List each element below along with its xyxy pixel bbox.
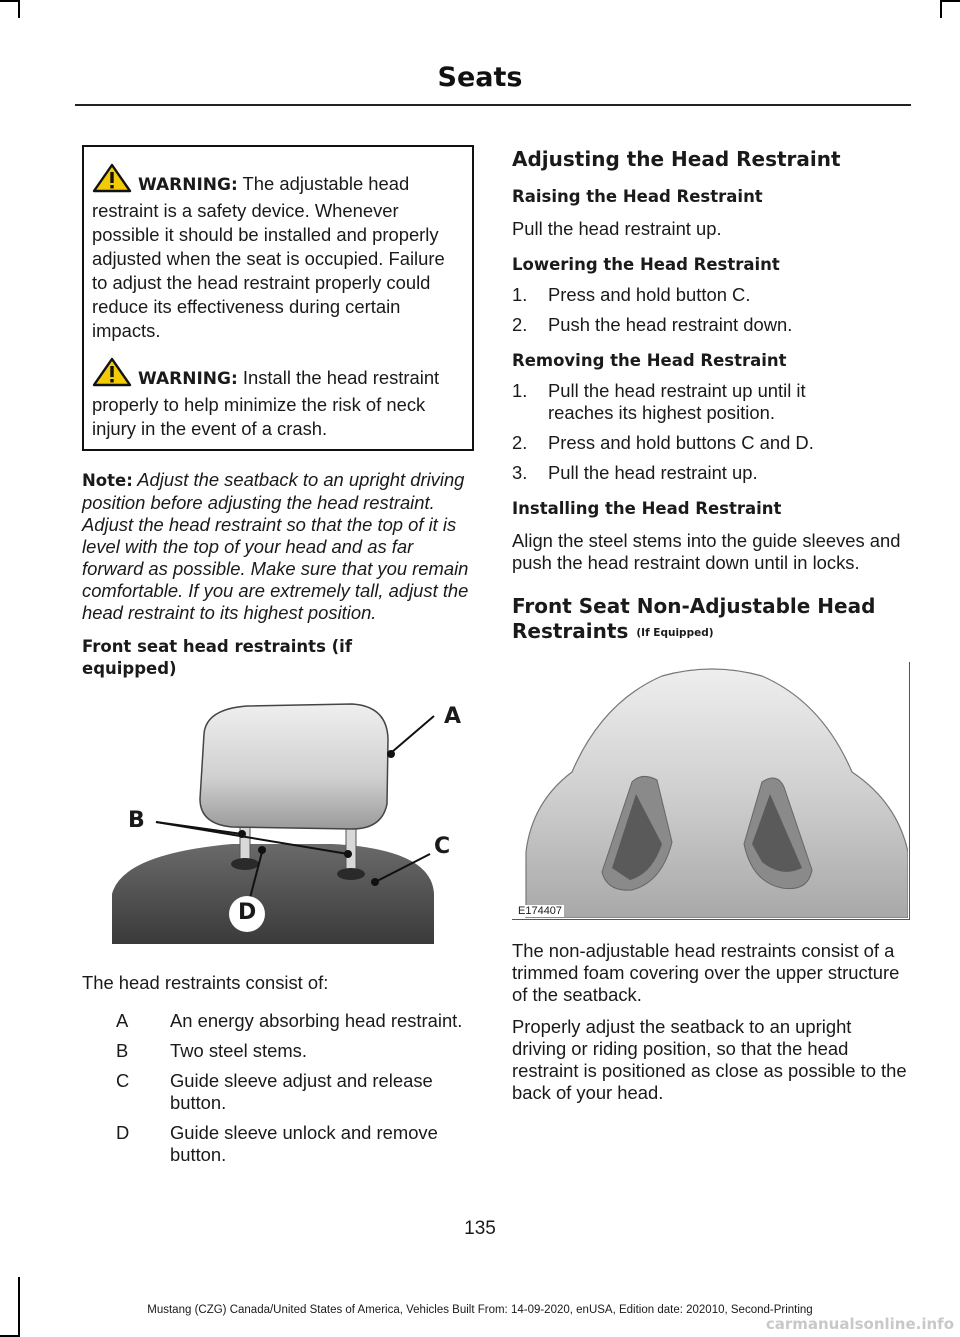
note-text: Adjust the seatback to an upright driving position before adjusting the head restraint. Adjust the head restraint so that the top of it is level with the top of your head and as far forward as possible. Make sure that you remain comfortable. If you are extremely tall, adjust the head restraint to its highest position. <box>82 469 469 623</box>
left-column <box>82 145 474 1166</box>
step-number: 1. <box>512 380 528 401</box>
legend-item <box>82 1040 474 1062</box>
footer: Mustang (CZG) Canada/United States of America, Vehicles Built From: 14-09-2020, enUSA, Edition date: 202010, Second-Printing <box>147 1304 813 1316</box>
non-adjustable-paragraph: The non-adjustable head restraints consist of a trimmed foam covering over the upper structure of the seatback. <box>512 940 900 1005</box>
image-code: E174407 <box>518 905 563 917</box>
seatback-illustration <box>512 662 908 918</box>
raising-heading: Raising the Head Restraint <box>512 187 763 206</box>
legend-text: An energy absorbing head restraint. <box>170 1010 463 1031</box>
step-number: 1. <box>512 284 528 305</box>
label-a: A <box>444 704 462 729</box>
legend-text: Guide sleeve unlock and remove button. <box>170 1122 438 1165</box>
legend-text: Two steel stems. <box>170 1040 307 1061</box>
note-label: Note: <box>82 471 133 490</box>
page-title: Seats <box>437 62 523 93</box>
watermark: carmanualsonline.info <box>765 1315 954 1333</box>
step <box>512 462 910 484</box>
legend-item <box>82 1070 474 1114</box>
legend-letter: C <box>116 1070 130 1091</box>
step-text: Push the head restraint down. <box>548 314 793 335</box>
legend-letter: A <box>116 1010 129 1031</box>
header-divider <box>75 104 911 106</box>
crop-mark <box>18 0 20 18</box>
page-number: 135 <box>464 1218 496 1239</box>
warning-2 <box>92 357 464 441</box>
crop-mark <box>0 0 20 2</box>
step <box>512 284 910 306</box>
step-text: Press and hold button C. <box>548 284 751 305</box>
step-text: Pull the head restraint up. <box>548 462 758 483</box>
step <box>512 432 910 454</box>
step-number: 3. <box>512 462 528 483</box>
installing-heading: Installing the Head Restraint <box>512 499 782 518</box>
step <box>512 314 910 336</box>
head-restraint-figure <box>82 694 474 944</box>
legend-text: Guide sleeve adjust and release button. <box>170 1070 433 1113</box>
right-column <box>512 145 910 1104</box>
warning-box <box>82 145 474 451</box>
warning-triangle-icon <box>92 357 132 393</box>
legend-item <box>82 1010 474 1032</box>
legend-item <box>82 1122 474 1166</box>
legend-letter: D <box>116 1122 130 1143</box>
warning-label: WARNING: <box>138 369 238 389</box>
label-b: B <box>128 808 145 833</box>
raising-text: Pull the head restraint up. <box>512 218 722 239</box>
note <box>82 469 474 624</box>
legend-intro: The head restraints consist of: <box>82 972 329 993</box>
front-seat-heading: Front seat head restraints (if equipped) <box>82 637 353 678</box>
label-c: C <box>434 834 451 859</box>
non-adjustable-paragraph: Properly adjust the seatback to an upright driving or riding position, so that the head restraint is positioned as close as possible to the back of your head. <box>512 1016 907 1103</box>
step-text: Press and hold buttons C and D. <box>548 432 814 453</box>
warning-label: WARNING: <box>138 175 238 195</box>
installing-text: Align the steel stems into the guide sleeves and push the head restraint down until in locks. <box>512 530 901 573</box>
non-adjustable-figure <box>512 662 910 920</box>
removing-heading: Removing the Head Restraint <box>512 351 787 370</box>
step <box>512 380 910 424</box>
step-number: 2. <box>512 314 528 335</box>
warning-1 <box>92 163 464 343</box>
non-adjustable-heading <box>512 594 902 646</box>
crop-mark <box>940 0 942 18</box>
crop-mark <box>940 0 960 2</box>
non-adjustable-title: Front Seat Non-Adjustable Head Restraints <box>512 594 876 643</box>
step-number: 2. <box>512 432 528 453</box>
legend-letter: B <box>116 1040 129 1061</box>
step-text: Pull the head restraint up until it reaches its highest position. <box>548 380 806 423</box>
adjusting-heading: Adjusting the Head Restraint <box>512 147 841 171</box>
label-d: D <box>238 900 257 925</box>
warning-text: The adjustable head restraint is a safety device. Whenever possible it should be installed and properly adjusted when the seat is occupied. Failure to adjust the head restraint properly could reduce its effectiveness during certain impacts. <box>92 173 445 341</box>
lowering-heading: Lowering the Head Restraint <box>512 255 780 274</box>
qualifier: (If Equipped) <box>636 627 714 639</box>
warning-text: Install the head restraint properly to help minimize the risk of neck injury in the event of a crash. <box>92 367 440 439</box>
warning-triangle-icon <box>92 163 132 199</box>
legend-list <box>82 1010 474 1166</box>
